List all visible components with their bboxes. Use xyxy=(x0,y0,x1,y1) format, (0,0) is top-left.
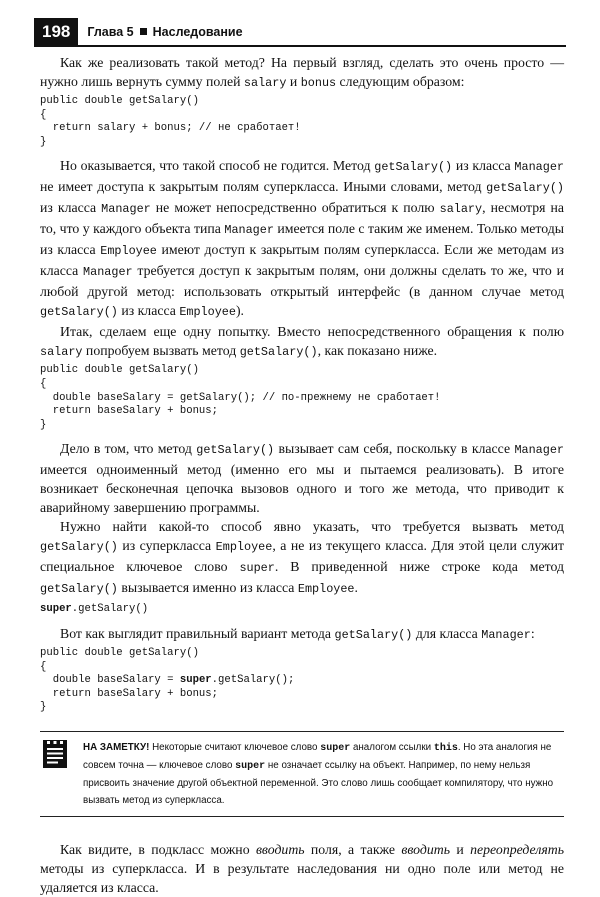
paragraph-4: Дело в том, что метод getSalary() вызывает сам себя, поскольку в классе Manager имеется одноименный метод (именно его мы и пытаемся реализовать). В итоге возникает бесконечная цепочка вызовов одного и того же метода, что приводит к аварийному завершению программы. xyxy=(40,441,564,516)
code-line: public double getSalary() xyxy=(40,364,199,377)
code-line: public double getSalary() xyxy=(40,95,199,107)
code-block-4 xyxy=(40,647,564,715)
code-block-3 xyxy=(40,603,564,617)
header-rule xyxy=(34,45,566,47)
note-text: НА ЗАМЕТКУ! Некоторые считают ключевое слово super аналогом ссылки this. Но эта аналогия не совсем точна — ключевое слово super не означает ссылку на объект. Например, по нему нельзя присвоить значение другой объектной переменной. Это слово лишь сообщает компилятору, что нужно вызвать метод из суперкласса. xyxy=(83,741,554,806)
chapter-label: Глава 5 xyxy=(87,24,134,39)
paragraph-2: Но оказывается, что такой способ не годится. Метод getSalary() из класса Manager не имеет доступа к закрытым полям суперкласса. Иными словами, метод getSalary() из класса Manager не может непосредственно обратиться к полю salary, несмотря на то, что у каждого объекта типа Manager имеется поле с таким же именем. Только методы из класса Employee имеют доступ к закрытым полям суперкласса. Если же методам из класса Manager требуется доступ к закрытым полям, они должны сделать то же, что и любой другой метод: использовать открытый интерфейс (в данном случае метод getSalary() из класса Employee). xyxy=(40,158,564,320)
paragraph-1: Как же реализовать такой метод? На первый взгляд, сделать это очень просто — нужно лишь вернуть сумму полей salary и bonus следующим образом: xyxy=(40,55,564,90)
code-block-1 xyxy=(40,95,564,149)
page-number: 198 xyxy=(34,18,78,45)
notepad-icon xyxy=(43,740,67,768)
chapter-title xyxy=(87,25,242,39)
paragraph-7: Как видите, в подкласс можно вводить поля, а также вводить и переопределять методы из суперкласса. И в результате наследования ни одно поле или метод не удаляется из класса. xyxy=(40,841,564,895)
code-line: } xyxy=(40,135,47,148)
code-line: { xyxy=(40,660,47,673)
running-header xyxy=(34,18,243,45)
paragraph-5: Нужно найти какой-то способ явно указать, что требуется вызвать метод getSalary() из суперкласса Employee, а не из текущего класса. Для этой цели служит специальное ключевое слово super. В приведенной ниже строке кода метод getSalary() вызывается именно из класса Employee. xyxy=(40,519,564,597)
paragraph-6: Вот как выглядит правильный вариант метода getSalary() для класса Manager: xyxy=(60,625,535,642)
code-line: { xyxy=(40,377,47,390)
section-label: Наследование xyxy=(152,24,243,39)
code-block-2 xyxy=(40,364,564,432)
code-line: double baseSalary = super.getSalary(); xyxy=(40,674,295,687)
code-line: public double getSalary() xyxy=(40,646,199,659)
code-line: super.getSalary() xyxy=(40,603,149,616)
code-line: } xyxy=(40,418,47,431)
code-line: return baseSalary + bonus; xyxy=(40,405,219,418)
code-line: return salary + bonus; // не сработает! xyxy=(40,122,301,135)
code-line: } xyxy=(40,701,47,714)
paragraph-3: Итак, сделаем еще одну попытку. Вместо непосредственного обращения к полю salary попробуем вызвать метод getSalary(), как показано ниже. xyxy=(40,324,564,360)
code-line: { xyxy=(40,108,47,121)
square-bullet-icon xyxy=(140,28,147,35)
code-line: return baseSalary + bonus; xyxy=(40,687,219,700)
code-line: double baseSalary = getSalary(); // по-прежнему не сработает! xyxy=(40,391,441,404)
note-box xyxy=(40,731,564,817)
page-body xyxy=(40,53,564,897)
note-label: НА ЗАМЕТКУ! xyxy=(83,741,150,753)
